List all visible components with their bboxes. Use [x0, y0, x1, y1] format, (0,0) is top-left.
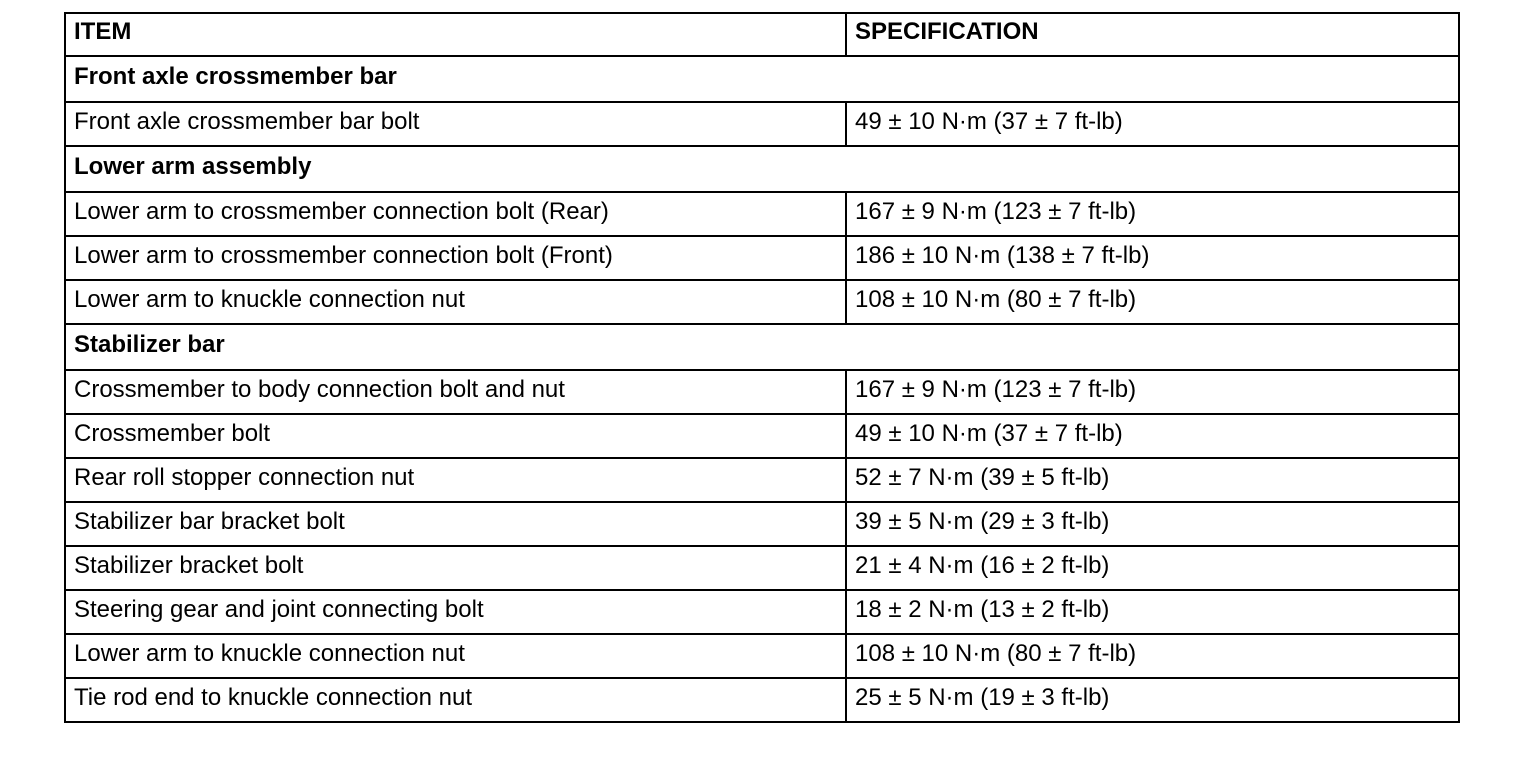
section-row — [65, 146, 1459, 192]
item-cell: Tie rod end to knuckle connection nut — [65, 678, 846, 722]
item-column-header: ITEM — [65, 13, 846, 56]
spec-cell: 108 ± 10 N·m (80 ± 7 ft-lb) — [846, 280, 1459, 324]
spec-cell: 49 ± 10 N·m (37 ± 7 ft-lb) — [846, 102, 1459, 146]
spec-cell: 167 ± 9 N·m (123 ± 7 ft-lb) — [846, 370, 1459, 414]
item-cell: Front axle crossmember bar bolt — [65, 102, 846, 146]
table-row — [65, 192, 1459, 236]
spec-cell: 49 ± 10 N·m (37 ± 7 ft-lb) — [846, 414, 1459, 458]
item-cell: Rear roll stopper connection nut — [65, 458, 846, 502]
table-header-row — [65, 13, 1459, 56]
table-row — [65, 634, 1459, 678]
item-cell: Lower arm to crossmember connection bolt (Rear) — [65, 192, 846, 236]
item-cell: Crossmember bolt — [65, 414, 846, 458]
spec-cell: 186 ± 10 N·m (138 ± 7 ft-lb) — [846, 236, 1459, 280]
table-row — [65, 590, 1459, 634]
spec-cell: 21 ± 4 N·m (16 ± 2 ft-lb) — [846, 546, 1459, 590]
item-cell: Lower arm to crossmember connection bolt (Front) — [65, 236, 846, 280]
table-row — [65, 236, 1459, 280]
spec-cell: 39 ± 5 N·m (29 ± 3 ft-lb) — [846, 502, 1459, 546]
table-row — [65, 102, 1459, 146]
table-row — [65, 502, 1459, 546]
item-cell: Stabilizer bar bracket bolt — [65, 502, 846, 546]
section-row — [65, 56, 1459, 102]
item-cell: Lower arm to knuckle connection nut — [65, 634, 846, 678]
table-row — [65, 546, 1459, 590]
torque-specification-table — [64, 12, 1460, 723]
spec-cell: 18 ± 2 N·m (13 ± 2 ft-lb) — [846, 590, 1459, 634]
table-row — [65, 414, 1459, 458]
spec-cell: 25 ± 5 N·m (19 ± 3 ft-lb) — [846, 678, 1459, 722]
table-row — [65, 458, 1459, 502]
section-title: Lower arm assembly — [65, 146, 1459, 192]
section-title: Stabilizer bar — [65, 324, 1459, 370]
item-cell: Stabilizer bracket bolt — [65, 546, 846, 590]
section-title: Front axle crossmember bar — [65, 56, 1459, 102]
item-cell: Steering gear and joint connecting bolt — [65, 590, 846, 634]
section-row — [65, 324, 1459, 370]
table-row — [65, 370, 1459, 414]
spec-cell: 108 ± 10 N·m (80 ± 7 ft-lb) — [846, 634, 1459, 678]
table-row — [65, 280, 1459, 324]
item-cell: Crossmember to body connection bolt and nut — [65, 370, 846, 414]
spec-cell: 52 ± 7 N·m (39 ± 5 ft-lb) — [846, 458, 1459, 502]
item-cell: Lower arm to knuckle connection nut — [65, 280, 846, 324]
table-row — [65, 678, 1459, 722]
specification-column-header: SPECIFICATION — [846, 13, 1459, 56]
spec-cell: 167 ± 9 N·m (123 ± 7 ft-lb) — [846, 192, 1459, 236]
